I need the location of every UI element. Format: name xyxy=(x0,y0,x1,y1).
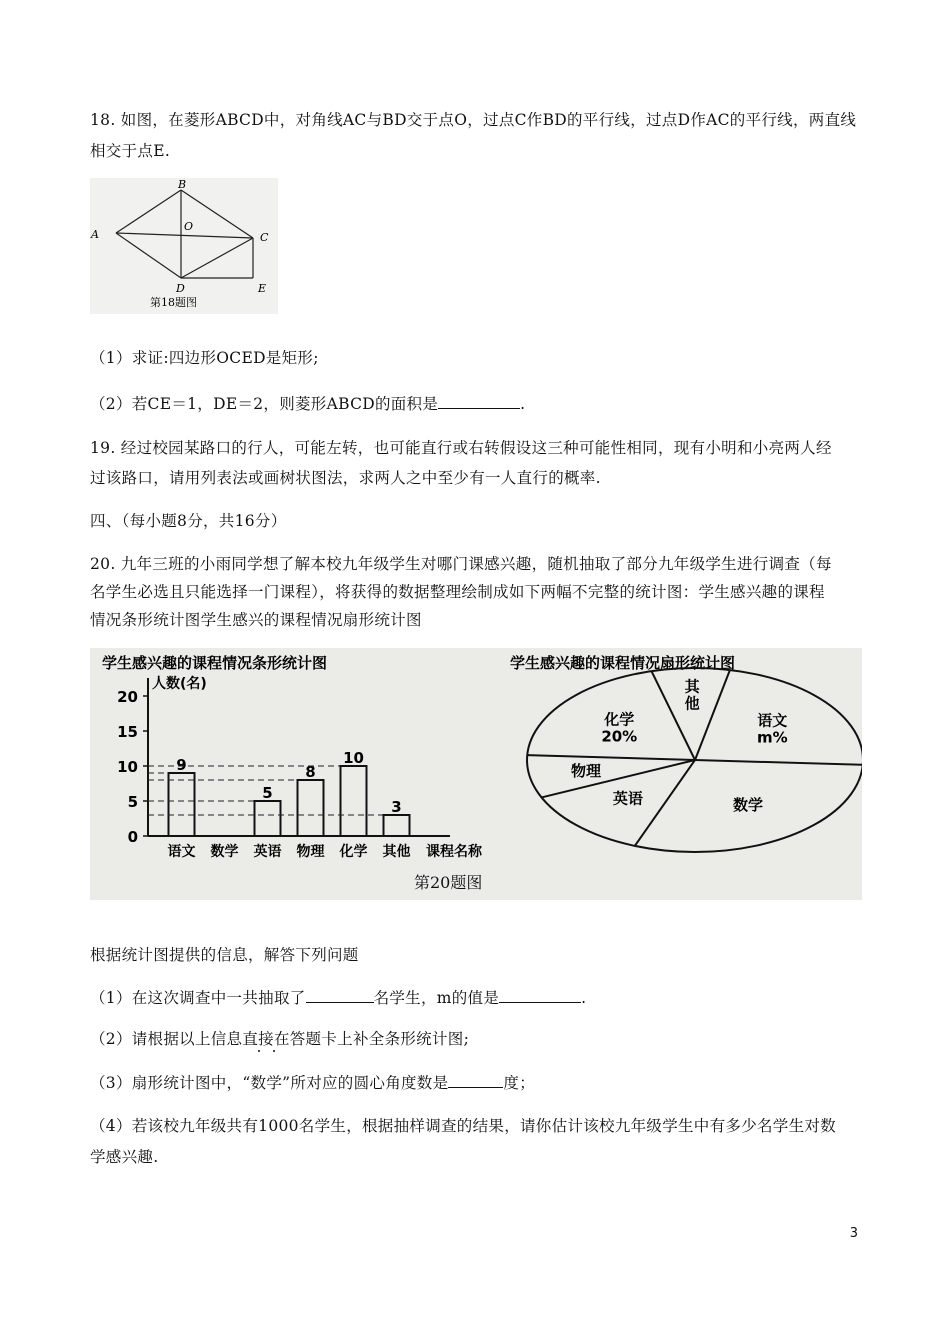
bar-chart-ylabel: 人数(名) xyxy=(152,676,207,692)
q18-text-line1: 18. 如图，在菱形ABCD中，对角线AC与BD交于点O，过点C作BD的平行线，过点D作AC的平行线，两直线 xyxy=(90,111,857,129)
pie-slice-sublabel: m% xyxy=(756,728,788,747)
answer-blank[interactable] xyxy=(438,392,520,409)
q20-text-line3: 情况条形统计图学生感兴的课程情况扇形统计图 xyxy=(90,611,422,629)
q20-figure xyxy=(90,648,862,900)
q20-part4-line2: 学感兴趣. xyxy=(90,1148,159,1166)
q20-part1: （1）在这次调查中一共抽取了 名学生，m的值是 . xyxy=(90,984,865,1012)
emphasis-dot xyxy=(273,1050,275,1052)
bar-value-label: 5 xyxy=(262,784,273,802)
bar-chart-xlabel: 课程名称 xyxy=(426,844,482,858)
pie-chart-title: 学生感兴趣的课程情况扇形统计图 xyxy=(510,654,736,672)
answer-blank[interactable] xyxy=(499,986,581,1003)
bar-英语 xyxy=(255,801,281,836)
q20-intro: 根据统计图提供的信息，解答下列问题 xyxy=(90,946,359,964)
x-tick-label: 物理 xyxy=(296,844,325,858)
page-number: 3 xyxy=(849,1226,858,1241)
pie-divider xyxy=(695,760,862,765)
x-tick-label: 其他 xyxy=(382,844,411,858)
bar-chart xyxy=(90,648,510,858)
emphasis-dot xyxy=(258,1050,260,1052)
q20-part4-line1: （4）若该校九年级共有1000名学生，根据抽样调查的结果，请你估计该校九年级学生中有多少名学生对数 xyxy=(90,1117,837,1135)
y-tick-label: 0 xyxy=(127,828,138,846)
q19-text-line1: 19. 经过校园某路口的行人，可能左转，也可能直行或右转假设这三种可能性相同，现有小明和小亮两人经 xyxy=(90,439,832,457)
figure-caption-20: 第20题图 xyxy=(414,873,483,892)
bar-value-label: 8 xyxy=(305,763,316,781)
q20-part3: （3）扇形统计图中，“数学”所对应的圆心角度数是 度； xyxy=(90,1069,865,1097)
pie-slice-label: 英语 xyxy=(612,789,643,808)
q19-text-line2: 过该路口，请用列表法或画树状图法，求两人之中至少有一人直行的概率. xyxy=(90,469,601,487)
x-tick-label: 英语 xyxy=(253,844,282,858)
pie-slice-label: 其 xyxy=(684,677,700,696)
rhombus-figure xyxy=(90,178,278,314)
q18-text-line2: 相交于点E. xyxy=(90,142,171,160)
bar-物理 xyxy=(298,780,324,836)
bar-value-label: 9 xyxy=(176,756,187,774)
bar-语文 xyxy=(169,773,195,836)
label-O: O xyxy=(184,220,194,233)
y-tick-label: 15 xyxy=(117,723,138,741)
pie-slice-label: 他 xyxy=(684,694,700,713)
pie-slice-label: 数学 xyxy=(733,795,764,814)
q18-part1: （1）求证:四边形OCED是矩形; xyxy=(90,349,319,367)
pie-slice-label: 化学 xyxy=(604,710,635,729)
q20-text-line2: 名学生必选且只能选择一门课程），将获得的数据整理绘制成如下两幅不完整的统计图：学生感兴趣的课程 xyxy=(90,583,825,601)
bar-chart-title: 学生感兴趣的课程情况条形统计图 xyxy=(102,654,328,672)
answer-blank[interactable] xyxy=(306,986,374,1003)
bar-value-label: 3 xyxy=(391,798,402,816)
q18-part2: （2）若CE＝1，DE＝2，则菱形ABCD的面积是 . xyxy=(90,390,865,418)
pie-slice-sublabel: 20% xyxy=(601,727,638,746)
label-C: C xyxy=(260,231,269,244)
y-tick-label: 10 xyxy=(117,758,138,776)
x-tick-label: 数学 xyxy=(210,844,239,858)
answer-blank[interactable] xyxy=(448,1071,503,1088)
bar-化学 xyxy=(341,766,367,836)
section-heading: 四、（每小题8分，共16分） xyxy=(90,512,287,530)
pie-chart xyxy=(510,648,862,858)
bar-value-label: 10 xyxy=(343,749,364,767)
y-tick-label: 5 xyxy=(127,793,138,811)
label-E: E xyxy=(258,282,267,295)
pie-divider xyxy=(695,670,730,760)
x-tick-label: 化学 xyxy=(339,844,368,858)
pie-divider xyxy=(527,755,695,760)
y-tick-label: 20 xyxy=(117,688,138,706)
figure-caption-18: 第18题图 xyxy=(150,296,197,309)
label-D: D xyxy=(176,282,185,295)
pie-slice-label: 物理 xyxy=(570,762,601,781)
q20-part2: （2）请根据以上信息直接在答题卡上补全条形统计图; xyxy=(90,1030,470,1048)
q20-text-line1: 20. 九年三班的小雨同学想了解本校九年级学生对哪门课感兴趣，随机抽取了部分九年级学生进行调查（每 xyxy=(90,555,832,573)
label-A: A xyxy=(91,228,99,241)
pie-slice-label: 语文 xyxy=(757,711,788,730)
label-B: B xyxy=(178,178,187,191)
x-tick-label: 语文 xyxy=(167,844,196,858)
bar-其他 xyxy=(384,815,410,836)
